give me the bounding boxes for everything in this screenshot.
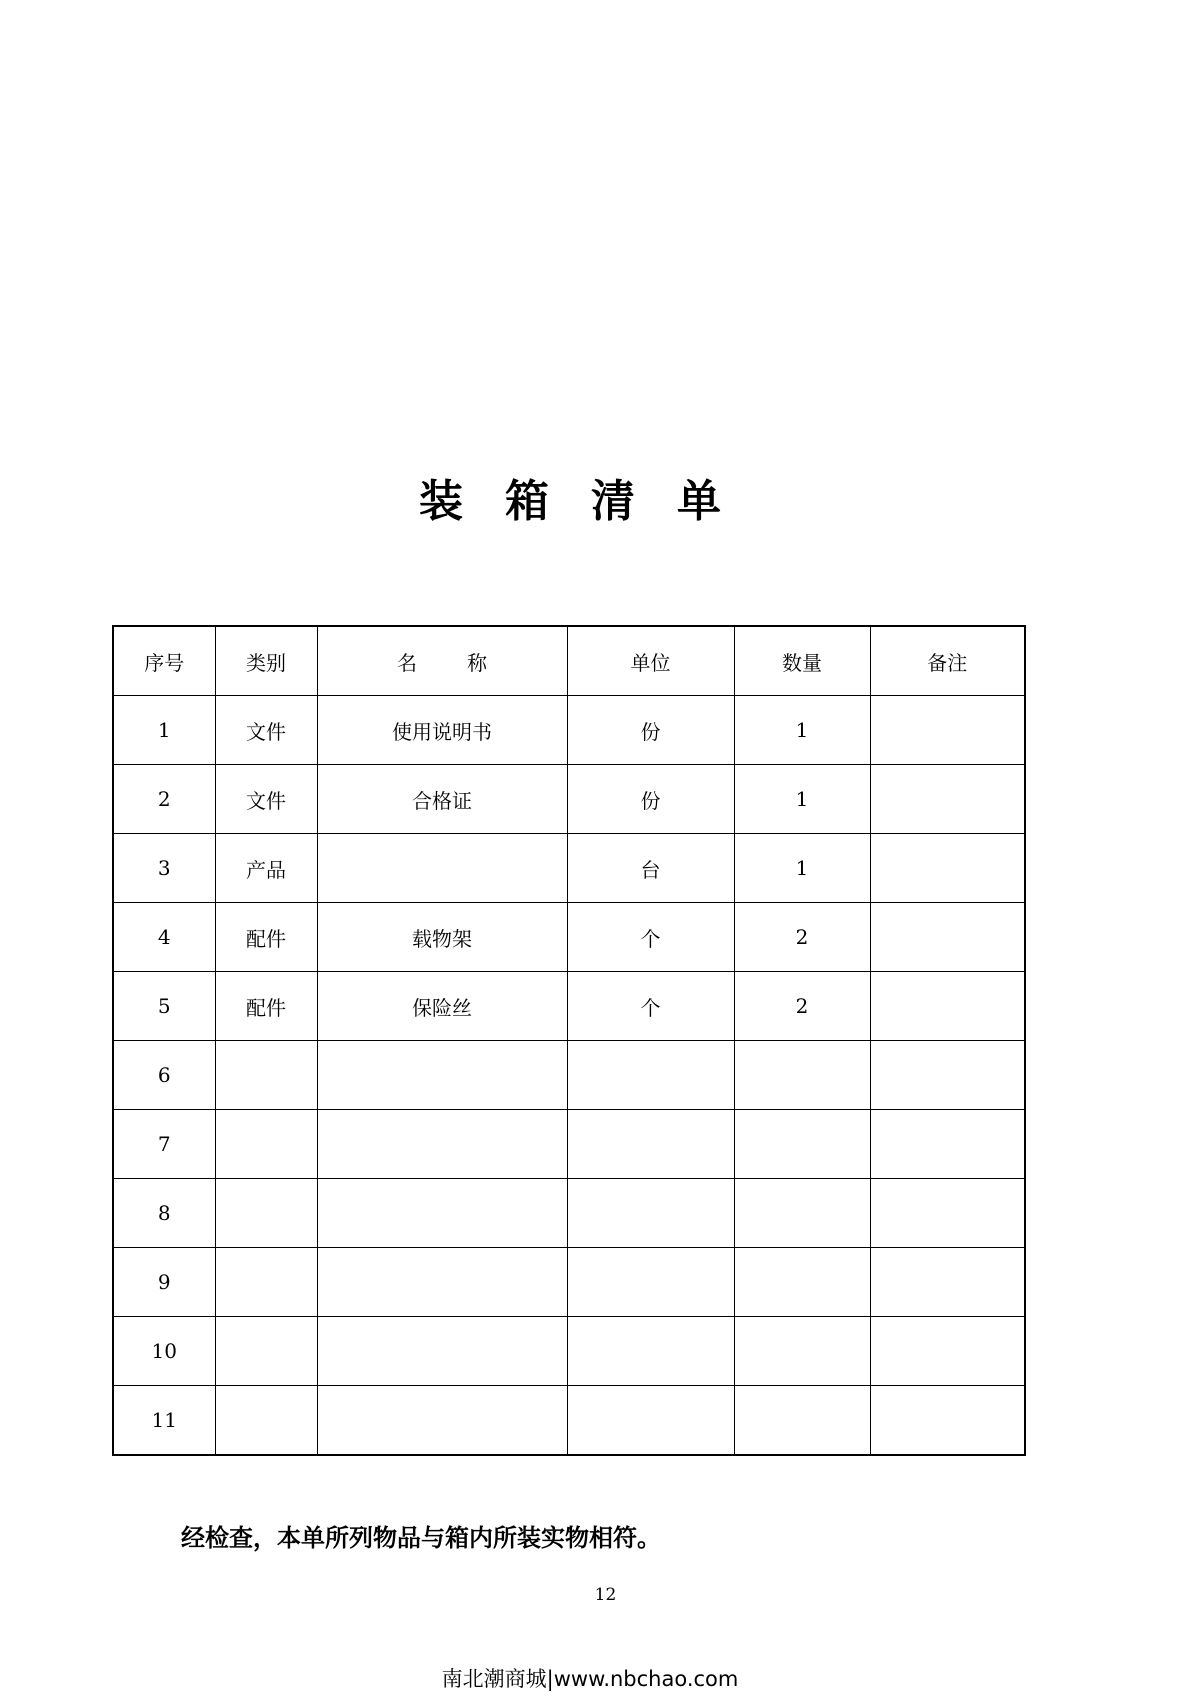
cell-name: 使用说明书	[317, 696, 567, 765]
cell-category	[215, 1041, 317, 1110]
cell-unit	[567, 1110, 734, 1179]
cell-remarks	[870, 1248, 1025, 1317]
cell-category: 配件	[215, 972, 317, 1041]
table-row	[113, 1386, 1025, 1456]
title-char: 清	[591, 476, 635, 527]
cell-quantity	[734, 1248, 870, 1317]
cell-quantity	[734, 1041, 870, 1110]
cell-quantity	[734, 1317, 870, 1386]
header-unit: 单位	[567, 626, 734, 696]
cell-unit: 个	[567, 972, 734, 1041]
table-row	[113, 903, 1025, 972]
packing-list-table	[112, 625, 1026, 1456]
cell-name	[317, 1386, 567, 1456]
cell-quantity	[734, 1386, 870, 1456]
cell-category	[215, 1110, 317, 1179]
cell-remarks	[870, 1386, 1025, 1456]
header-category: 类别	[215, 626, 317, 696]
cell-quantity: 2	[734, 903, 870, 972]
cell-seq: 8	[113, 1179, 215, 1248]
cell-remarks	[870, 1041, 1025, 1110]
cell-seq: 1	[113, 696, 215, 765]
cell-seq: 3	[113, 834, 215, 903]
cell-remarks	[870, 1179, 1025, 1248]
cell-quantity: 1	[734, 696, 870, 765]
cell-category: 产品	[215, 834, 317, 903]
table-row	[113, 972, 1025, 1041]
header-remarks: 备注	[870, 626, 1025, 696]
cell-seq: 11	[113, 1386, 215, 1456]
cell-unit: 个	[567, 903, 734, 972]
cell-remarks	[870, 765, 1025, 834]
table-header-row	[113, 626, 1025, 696]
cell-remarks	[870, 834, 1025, 903]
header-seq: 序号	[113, 626, 215, 696]
table-row	[113, 1248, 1025, 1317]
header-name-part1: 名	[397, 650, 417, 675]
cell-seq: 7	[113, 1110, 215, 1179]
table-row	[113, 1317, 1025, 1386]
cell-name	[317, 1248, 567, 1317]
header-name	[317, 626, 567, 696]
table-row	[113, 1179, 1025, 1248]
cell-unit: 份	[567, 765, 734, 834]
cell-category: 文件	[215, 696, 317, 765]
cell-name	[317, 1041, 567, 1110]
cell-category	[215, 1179, 317, 1248]
cell-name	[317, 1110, 567, 1179]
cell-name: 合格证	[317, 765, 567, 834]
cell-name	[317, 1179, 567, 1248]
cell-unit: 份	[567, 696, 734, 765]
cell-unit	[567, 1386, 734, 1456]
cell-quantity: 1	[734, 765, 870, 834]
cell-unit: 台	[567, 834, 734, 903]
cell-seq: 5	[113, 972, 215, 1041]
cell-name: 载物架	[317, 903, 567, 972]
cell-remarks	[870, 903, 1025, 972]
cell-name: 保险丝	[317, 972, 567, 1041]
title-char: 装	[419, 476, 463, 527]
cell-category: 配件	[215, 903, 317, 972]
table-row	[113, 1041, 1025, 1110]
table-row	[113, 1110, 1025, 1179]
cell-category	[215, 1317, 317, 1386]
cell-seq: 9	[113, 1248, 215, 1317]
cell-remarks	[870, 1110, 1025, 1179]
cell-remarks	[870, 1317, 1025, 1386]
page-title	[0, 472, 1140, 532]
title-char: 单	[677, 476, 721, 527]
title-char: 箱	[505, 476, 549, 527]
table-body	[113, 696, 1025, 1456]
cell-category	[215, 1248, 317, 1317]
cell-quantity: 2	[734, 972, 870, 1041]
table-row	[113, 765, 1025, 834]
page-number: 12	[594, 1585, 617, 1605]
table-row	[113, 834, 1025, 903]
cell-name	[317, 1317, 567, 1386]
header-quantity: 数量	[734, 626, 870, 696]
cell-category	[215, 1386, 317, 1456]
cell-unit	[567, 1248, 734, 1317]
table-row	[113, 696, 1025, 765]
header-name-part2: 称	[467, 650, 487, 675]
cell-remarks	[870, 972, 1025, 1041]
footer-watermark: 南北潮商城|www.nbchao.com	[441, 1667, 739, 1691]
cell-seq: 10	[113, 1317, 215, 1386]
cell-seq: 6	[113, 1041, 215, 1110]
cell-seq: 2	[113, 765, 215, 834]
cell-quantity: 1	[734, 834, 870, 903]
cell-unit	[567, 1041, 734, 1110]
cell-category: 文件	[215, 765, 317, 834]
cell-name	[317, 834, 567, 903]
inspection-statement: 经检查，本单所列物品与箱内所装实物相符。	[181, 1524, 661, 1552]
cell-remarks	[870, 696, 1025, 765]
cell-unit	[567, 1179, 734, 1248]
cell-quantity	[734, 1179, 870, 1248]
cell-unit	[567, 1317, 734, 1386]
cell-seq: 4	[113, 903, 215, 972]
cell-quantity	[734, 1110, 870, 1179]
